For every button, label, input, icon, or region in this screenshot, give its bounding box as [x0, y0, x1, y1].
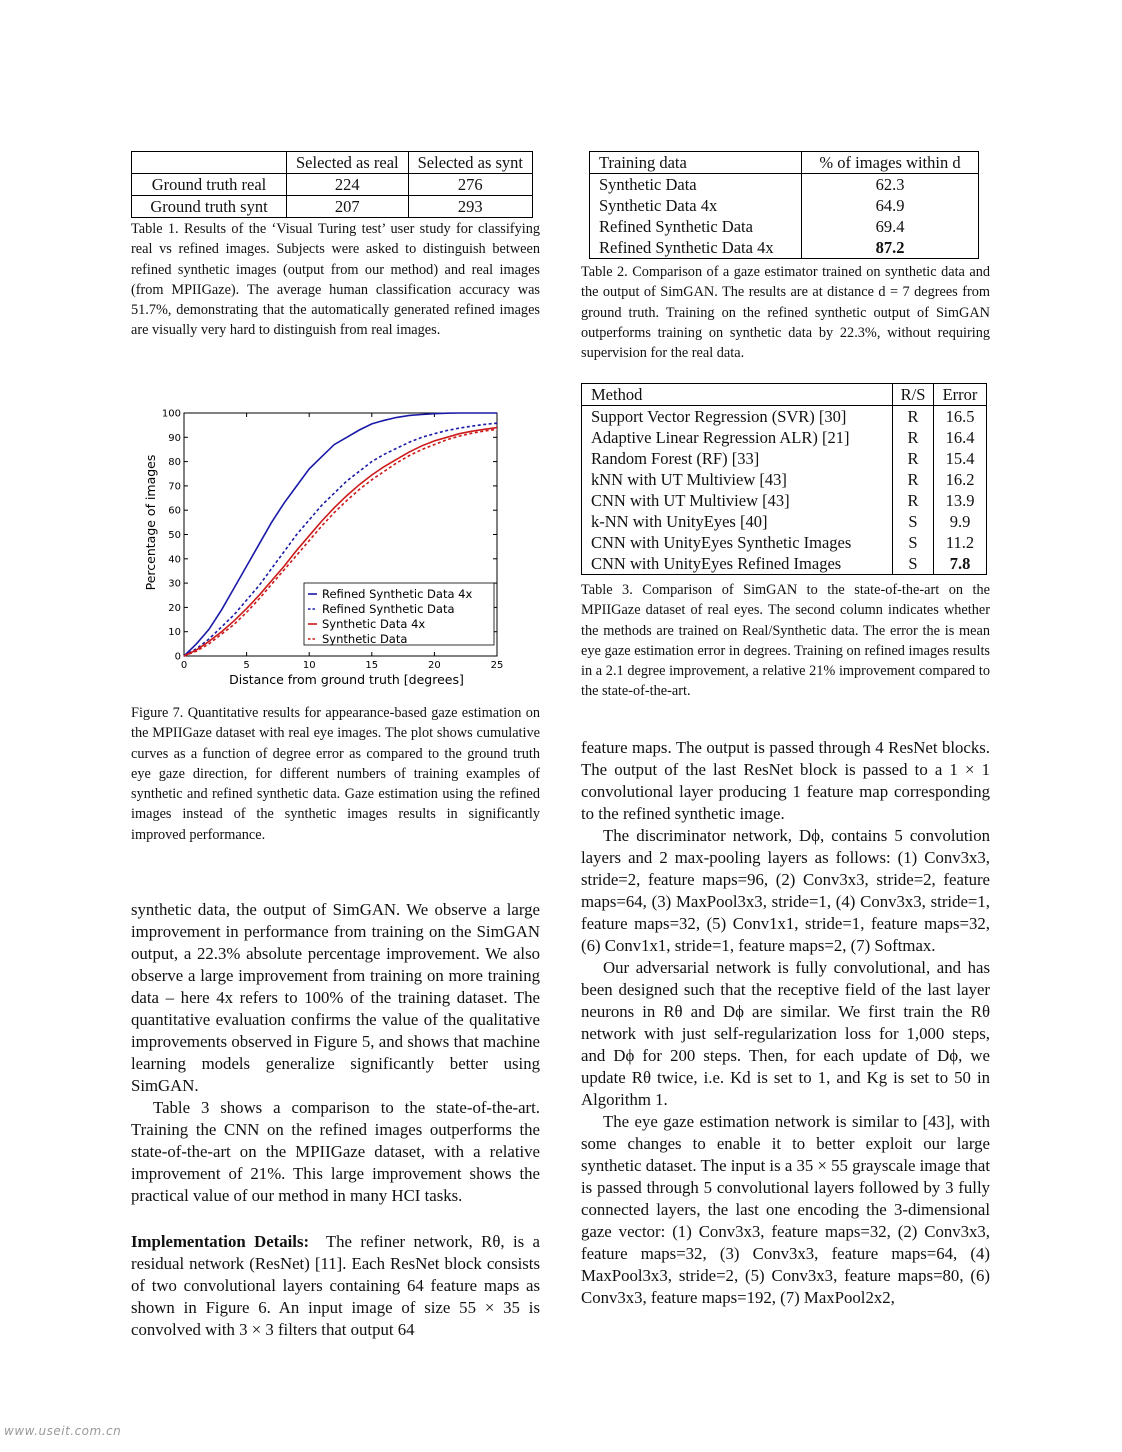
table-2-cell: 62.3 — [802, 174, 979, 196]
table-2-grid — [589, 151, 979, 259]
table-2-row-label: Synthetic Data 4x — [590, 195, 802, 216]
table-3-grid — [581, 383, 987, 575]
table-2-cell: 69.4 — [802, 216, 979, 237]
figure-7-caption: Figure 7. Quantitative results for appearance-based gaze estimation on the MPIIGaze dataset with real eye images. The plot shows cumulative curves as a function of degree error as compared to the ground truth eye gaze direction, for different numbers of training examples of synthetic and refined synthetic data. Gaze estimation using the refined images instead of the synthetic images results in significantly improved performance. — [131, 705, 540, 843]
table-1-header: Selected as real — [287, 152, 409, 174]
table-3-cell-best: 7.8 — [934, 553, 987, 575]
y-tick-label: 70 — [168, 481, 181, 493]
paragraph: The discriminator network, Dϕ, contains 5 convolution layers and 2 max-pooling layers as follows: (1) Conv3x3, stride=2, feature maps=96, (2) Conv3x3, stride=2, feature maps=64, (3) MaxPool3x3, stride=1, (4) Conv3x3, stride=1, feature maps=32, (5) Conv1x1, stride=1, feature maps=32, (6) Conv1x1, stride=1, feature maps=2, (7) Softmax. — [581, 826, 990, 955]
y-tick-label: 80 — [168, 457, 181, 469]
table-3-row-label: CNN with UnityEyes Synthetic Images — [582, 532, 893, 553]
figure-7-chart — [131, 400, 551, 695]
paragraph: Our adversarial network is fully convolutional, and has been designed such that the receptive field of the last layer neurons in Rθ and Dϕ are similar. We first train the Rθ network with just self-regularization loss for 1,000 steps, and Dϕ for 200 steps. Then, for each update of Dϕ, we update Rθ twice, i.e. Kd is set to 1, and Kg is set to 50 in Algorithm 1. — [581, 958, 990, 1109]
table-3-row-label: Support Vector Regression (SVR) [30] — [582, 406, 893, 428]
y-tick-label: 20 — [168, 602, 181, 614]
x-tick-label: 15 — [365, 660, 379, 671]
table-3-row-label: k-NN with UnityEyes [40] — [582, 511, 893, 532]
watermark: www.useit.com.cn — [4, 1424, 122, 1438]
table-3-cell: 13.9 — [934, 490, 987, 511]
table-1-corner — [132, 152, 287, 174]
y-tick-label: 90 — [168, 432, 181, 444]
table-2-cell-best: 87.2 — [802, 237, 979, 259]
left-body-text — [131, 899, 540, 1341]
y-tick-label: 0 — [174, 651, 181, 663]
y-tick-label: 60 — [168, 505, 181, 517]
table-1-cell: 224 — [287, 174, 409, 196]
table-3-header: Method — [582, 384, 893, 406]
y-tick-label: 50 — [168, 530, 181, 541]
table-2-header: % of images within d — [802, 152, 979, 174]
table-1-header: Selected as synt — [408, 152, 532, 174]
table-3-row-label: Random Forest (RF) [33] — [582, 448, 893, 469]
x-tick-label: 20 — [428, 660, 441, 671]
legend-label: Synthetic Data — [322, 632, 408, 646]
table-1-cell: 276 — [408, 174, 532, 196]
table-1 — [131, 151, 533, 218]
x-tick-label: 5 — [243, 660, 250, 671]
table-3-row-label: CNN with UnityEyes Refined Images — [582, 553, 893, 575]
paragraph: feature maps. The output is passed through 4 ResNet blocks. The output of the last ResNet block is passed to a 1 × 1 convolutional layer producing 1 feature map corresponding to the refined synthetic image. — [581, 738, 990, 823]
table-3-header: R/S — [893, 384, 934, 406]
y-tick-label: 40 — [168, 554, 181, 566]
table-3-cell: 16.2 — [934, 469, 987, 490]
x-tick-label: 10 — [302, 660, 316, 671]
section-heading: Implementation Details: — [131, 1232, 310, 1251]
table-3-cell: R — [893, 448, 934, 469]
table-3-cell: S — [893, 511, 934, 532]
figure-7 — [131, 400, 551, 695]
x-tick-label: 0 — [180, 660, 188, 671]
legend-label: Refined Synthetic Data — [322, 602, 455, 616]
x-axis-label: Distance from ground truth [degrees] — [229, 672, 464, 687]
y-tick-label: 30 — [168, 578, 181, 590]
right-body-text — [581, 737, 990, 1309]
table-3-cell: R — [893, 427, 934, 448]
table-3-row-label: kNN with UT Multiview [43] — [582, 469, 893, 490]
table-1-cell: 207 — [287, 196, 409, 218]
table-1-row-label: Ground truth real — [132, 174, 287, 196]
table-3-row-label: Adaptive Linear Regression ALR) [21] — [582, 427, 893, 448]
table-2-row-label: Refined Synthetic Data — [590, 216, 802, 237]
table-3-cell: 11.2 — [934, 532, 987, 553]
table-3-cell: 9.9 — [934, 511, 987, 532]
table-2-row-label: Refined Synthetic Data 4x — [590, 237, 802, 259]
table-1-grid — [131, 151, 533, 218]
paragraph: Table 3 shows a comparison to the state-of-the-art. Training the CNN on the refined images outperforms the state-of-the-art on the MPIIGaze dataset, with a relative improvement of 21%. This large improvement shows the practical value of our method in many HCI tasks. — [131, 1098, 540, 1205]
table-3-header: Error — [934, 384, 987, 406]
table-3 — [581, 383, 987, 575]
paragraph: The eye gaze estimation network is similar to [43], with some changes to enable it to better exploit our large synthetic dataset. The input is a 35 × 55 grayscale image that is passed through 5 convolutional layers followed by 3 fully connected layers, the last one encoding the 3-dimensional gaze vector: (1) Conv3x3, feature maps=32, (2) Conv3x3, feature maps=32, (3) Conv3x3, feature maps=64, (4) MaxPool3x3, stride=2, (5) Conv3x3, feature maps=80, (6) Conv3x3, feature maps=192, (7) MaxPool2x2, — [581, 1112, 990, 1307]
legend-label: Refined Synthetic Data 4x — [322, 587, 473, 601]
table-1-caption: Table 1. Results of the ‘Visual Turing test’ user study for classifying real vs refined images. Subjects were asked to distinguish between refined synthetic images (output from our method) and real images (from MPIIGaze). The average human classification accuracy was 51.7%, demonstrating that the automatically generated refined images are visually very hard to distinguish from real images. — [131, 221, 540, 339]
table-1-row-label: Ground truth synt — [132, 196, 287, 218]
table-3-cell: R — [893, 406, 934, 428]
y-tick-label: 100 — [161, 408, 181, 420]
table-2-cell: 64.9 — [802, 195, 979, 216]
table-3-cell: R — [893, 490, 934, 511]
table-3-cell: S — [893, 532, 934, 553]
x-tick-label: 25 — [490, 660, 504, 671]
table-2-caption: Table 2. Comparison of a gaze estimator trained on synthetic data and the output of SimGAN. The results are at distance d = 7 degrees from ground truth. Training on the refined synthetic output of SimGAN outperforms training on synthetic data by 22.3%, without requiring supervision for the real data. — [581, 264, 990, 362]
table-3-cell: 16.5 — [934, 406, 987, 428]
table-2-row-label: Synthetic Data — [590, 174, 802, 196]
table-2 — [589, 151, 979, 259]
y-tick-label: 10 — [168, 627, 181, 639]
y-axis-label: Percentage of images — [143, 454, 158, 591]
table-3-cell: S — [893, 553, 934, 575]
table-3-cell: R — [893, 469, 934, 490]
table-1-cell: 293 — [408, 196, 532, 218]
legend-label: Synthetic Data 4x — [322, 617, 426, 631]
table-3-cell: 16.4 — [934, 427, 987, 448]
implementation-paragraph — [131, 1231, 540, 1341]
paragraph-text: The refiner network, Rθ, is a residual network (ResNet) [11]. Each ResNet block consists of two convolutional layers containing 64 feature maps as shown in Figure 6. An input image of size 55 × 35 is convolved with 3 × 3 filters that output 64 — [131, 1232, 541, 1339]
table-3-caption: Table 3. Comparison of SimGAN to the state-of-the-art on the MPIIGaze dataset of real eyes. The second column indicates whether the methods are trained on Real/Synthetic data. The error the is mean eye gaze estimation error in degrees. Training on refined images results in a 2.1 degree improvement, a relative 21% improvement compared to the state-of-the-art. — [581, 582, 990, 700]
table-2-header: Training data — [590, 152, 802, 174]
table-3-cell: 15.4 — [934, 448, 987, 469]
paragraph: synthetic data, the output of SimGAN. We observe a large improvement in performance from training on the SimGAN output, a 22.3% absolute percentage improvement. We also observe a large improvement from training on more training data – here 4x refers to 100% of the training dataset. The quantitative evaluation confirms the value of the qualitative improvements observed in Figure 5, and shows that machine learning models generalize significantly better using SimGAN. — [131, 900, 540, 1095]
table-3-row-label: CNN with UT Multiview [43] — [582, 490, 893, 511]
